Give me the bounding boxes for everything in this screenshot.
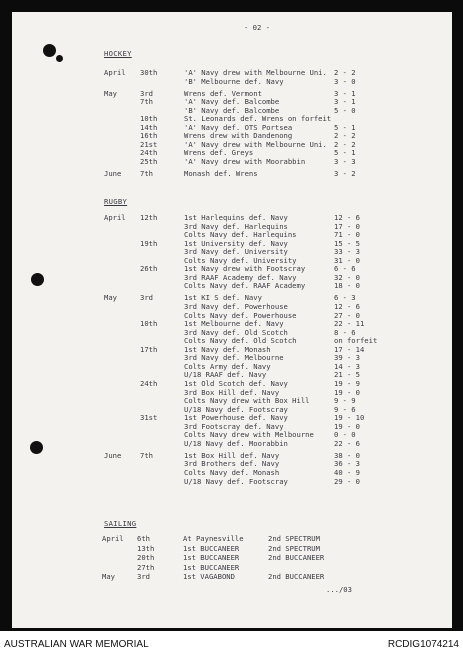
match-result-text: U/18 RAAF def. Navy: [184, 370, 267, 380]
punch-hole: [30, 441, 43, 454]
score-cell: 6 - 6: [334, 264, 356, 274]
match-result-text: Colts Navy def. University: [184, 255, 297, 265]
score-cell: 17 - 14: [334, 344, 365, 354]
day-cell: 3rd: [140, 88, 153, 98]
month-cell: June: [104, 169, 122, 179]
score-cell: 5 - 1: [334, 148, 356, 158]
match-result-text: 'A' Navy def. OTS Portsea: [184, 122, 293, 132]
month-cell: April: [104, 68, 126, 77]
month-cell: May: [104, 88, 117, 98]
archive-footer: [0, 631, 463, 653]
score-cell: 19 - 0: [334, 421, 360, 431]
match-result-text: 1st Harlequins def. Navy: [184, 213, 288, 222]
match-result-text: 'A' Navy drew with Melbourne Uni.: [184, 139, 327, 149]
match-result-text: 1st Old Scotch def. Navy: [184, 378, 288, 388]
match-result-text: 1st Box Hill def. Navy: [184, 450, 280, 460]
score-cell: 14 - 3: [334, 361, 360, 371]
day-cell: 6th: [137, 534, 150, 543]
score-cell: 19 - 10: [334, 413, 365, 423]
match-result-text: 3rd Footscray def. Navy: [184, 421, 284, 431]
document-page: [12, 12, 452, 628]
match-result-text: 3rd Box Hill def. Navy: [184, 387, 280, 397]
score-cell: on forfeit: [334, 336, 378, 346]
day-cell: 24th: [140, 148, 158, 158]
day-cell: 27th: [137, 562, 155, 572]
result-row: [12, 440, 452, 449]
day-cell: 3rd: [140, 293, 153, 303]
match-result-text: 1st Navy drew with Footscray: [184, 264, 306, 274]
match-result-text: 1st KI S def. Navy: [184, 293, 262, 303]
result-row: [12, 158, 452, 167]
score-cell: 32 - 0: [334, 272, 360, 282]
result-row: [12, 282, 452, 291]
day-cell: 26th: [140, 264, 158, 274]
sailing-result-text: 1st BUCCANEER: [183, 543, 240, 553]
result-row: [12, 478, 452, 487]
score-cell: 18 - 0: [334, 281, 360, 291]
day-cell: 10th: [140, 114, 158, 124]
day-cell: 25th: [140, 157, 158, 166]
punch-hole-mark: [56, 55, 63, 62]
match-result-text: 'A' Navy drew with Moorabbin: [184, 157, 306, 166]
day-cell: 13th: [137, 543, 155, 553]
month-cell: June: [104, 450, 122, 460]
match-result-text: 3rd Navy def. Harlequins: [184, 221, 288, 231]
match-result-text: 1st University def. Navy: [184, 238, 288, 248]
score-cell: 22 - 11: [334, 319, 365, 329]
match-result-text: Colts Army def. Navy: [184, 361, 271, 371]
day-cell: 17th: [140, 344, 158, 354]
day-cell: 24th: [140, 378, 158, 388]
score-cell: 15 - 5: [334, 238, 360, 248]
month-cell: April: [104, 213, 126, 222]
day-cell: 7th: [140, 169, 153, 179]
match-result-text: 1st Navy def. Monash: [184, 344, 271, 354]
score-cell: 3 - 3: [334, 157, 356, 166]
score-cell: 71 - 0: [334, 230, 360, 240]
match-result-text: 3rd Navy def. Powerhouse: [184, 302, 288, 311]
day-cell: 14th: [140, 122, 158, 132]
match-result-text: 3rd RAAF Academy def. Navy: [184, 272, 297, 282]
page-number: - 02 -: [244, 23, 270, 32]
result-row: [12, 78, 452, 87]
sailing-result-text: 1st BUCCANEER: [183, 562, 240, 572]
score-cell: 17 - 0: [334, 221, 360, 231]
month-cell: April: [102, 534, 124, 543]
continuation-marker: .../03: [326, 585, 352, 594]
day-cell: 16th: [140, 131, 158, 141]
score-cell: 2 - 2: [334, 68, 356, 77]
match-result-text: Colts Navy def. RAAF Academy: [184, 281, 306, 291]
sailing-result-text: 1st BUCCANEER: [183, 553, 240, 563]
section-heading: SAILING: [104, 519, 137, 528]
match-result-text: 'A' Navy def. Balcombe: [184, 97, 280, 107]
day-cell: 12th: [140, 213, 158, 222]
score-cell: 12 - 6: [334, 213, 360, 222]
score-cell: 9 - 9: [334, 396, 356, 406]
match-result-text: 'B' Melbourne def. Navy: [184, 76, 284, 86]
section-heading: RUGBY: [104, 197, 128, 206]
day-cell: 7th: [140, 450, 153, 460]
score-cell: 38 - 0: [334, 450, 360, 460]
match-result-text: Colts Navy def. Monash: [184, 467, 280, 477]
sailing-result-text: At Paynesville: [183, 534, 244, 543]
match-result-text: Colts Navy drew with Melbourne: [184, 430, 314, 440]
month-cell: May: [102, 572, 115, 582]
score-cell: 5 - 0: [334, 105, 356, 115]
score-cell: 29 - 0: [334, 476, 360, 486]
archive-source: AUSTRALIAN WAR MEMORIAL: [4, 639, 149, 650]
punch-hole: [43, 44, 56, 57]
match-result-text: Colts Navy def. Harlequins: [184, 230, 297, 240]
sailing-second-result: 2nd SPECTRUM: [268, 534, 320, 543]
match-result-text: Wrens def. Greys: [184, 148, 254, 158]
day-cell: 10th: [140, 319, 158, 329]
match-result-text: 1st Powerhouse def. Navy: [184, 413, 288, 423]
sailing-row: [12, 535, 452, 544]
match-result-text: 3rd Brothers def. Navy: [184, 459, 280, 469]
match-result-text: 'A' Navy drew with Melbourne Uni.: [184, 68, 327, 77]
score-cell: 12 - 6: [334, 302, 360, 311]
match-result-text: 3rd Navy def. University: [184, 247, 288, 257]
match-result-text: U/18 Navy def. Footscray: [184, 404, 288, 414]
match-result-text: U/18 Navy def. Moorabbin: [184, 438, 288, 448]
match-result-text: 3rd Navy def. Old Scotch: [184, 327, 288, 337]
day-cell: 20th: [137, 553, 155, 563]
match-result-text: U/18 Navy def. Footscray: [184, 476, 288, 486]
score-cell: 27 - 0: [334, 310, 360, 320]
punch-hole: [31, 273, 44, 286]
match-result-text: Wrens def. Vermont: [184, 88, 262, 98]
score-cell: 31 - 0: [334, 255, 360, 265]
score-cell: 3 - 2: [334, 169, 356, 179]
day-cell: 31st: [140, 413, 158, 423]
match-result-text: Colts Navy def. Powerhouse: [184, 310, 297, 320]
score-cell: 36 - 3: [334, 459, 360, 469]
sailing-second-result: 2nd BUCCANEER: [268, 572, 325, 582]
match-result-text: 'B' Navy def. Balcombe: [184, 105, 280, 115]
sailing-row: [12, 573, 452, 582]
score-cell: 19 - 0: [334, 387, 360, 397]
match-result-text: Colts Navy def. Old Scotch: [184, 336, 297, 346]
score-cell: 39 - 3: [334, 353, 360, 363]
archive-reference: RCDIG1074214: [387, 639, 459, 650]
score-cell: 40 - 9: [334, 467, 360, 477]
sailing-second-result: 2nd BUCCANEER: [268, 553, 325, 563]
score-cell: 2 - 2: [334, 131, 356, 141]
match-result-text: 1st Melbourne def. Navy: [184, 319, 284, 329]
month-cell: May: [104, 293, 117, 303]
day-cell: 19th: [140, 238, 158, 248]
day-cell: 7th: [140, 97, 153, 107]
score-cell: 3 - 1: [334, 88, 356, 98]
match-result-text: Colts Navy drew with Box Hill: [184, 396, 310, 406]
score-cell: 2 - 2: [334, 139, 356, 149]
day-cell: 3rd: [137, 572, 150, 582]
sailing-row: [12, 554, 452, 563]
score-cell: 0 - 0: [334, 430, 356, 440]
match-result-text: Wrens drew with Dandenong: [184, 131, 293, 141]
score-cell: 9 - 6: [334, 404, 356, 414]
sailing-second-result: 2nd SPECTRUM: [268, 543, 320, 553]
score-cell: 33 - 3: [334, 247, 360, 257]
score-cell: 22 - 6: [334, 438, 360, 448]
sailing-result-text: 1st VAGABOND: [183, 572, 235, 582]
result-row: [12, 170, 452, 179]
section-heading: HOCKEY: [104, 49, 132, 58]
score-cell: 21 - 5: [334, 370, 360, 380]
score-cell: 3 - 1: [334, 97, 356, 107]
score-cell: 19 - 9: [334, 378, 360, 388]
match-result-text: 3rd Navy def. Melbourne: [184, 353, 284, 363]
day-cell: 30th: [140, 68, 158, 77]
day-cell: 21st: [140, 139, 158, 149]
match-result-text: St. Leonards def. Wrens on forfeit: [184, 114, 332, 124]
match-result-text: Monash def. Wrens: [184, 169, 258, 179]
score-cell: 6 - 3: [334, 293, 356, 303]
score-cell: 8 - 6: [334, 327, 356, 337]
score-cell: 5 - 1: [334, 122, 356, 132]
score-cell: 3 - 0: [334, 76, 356, 86]
